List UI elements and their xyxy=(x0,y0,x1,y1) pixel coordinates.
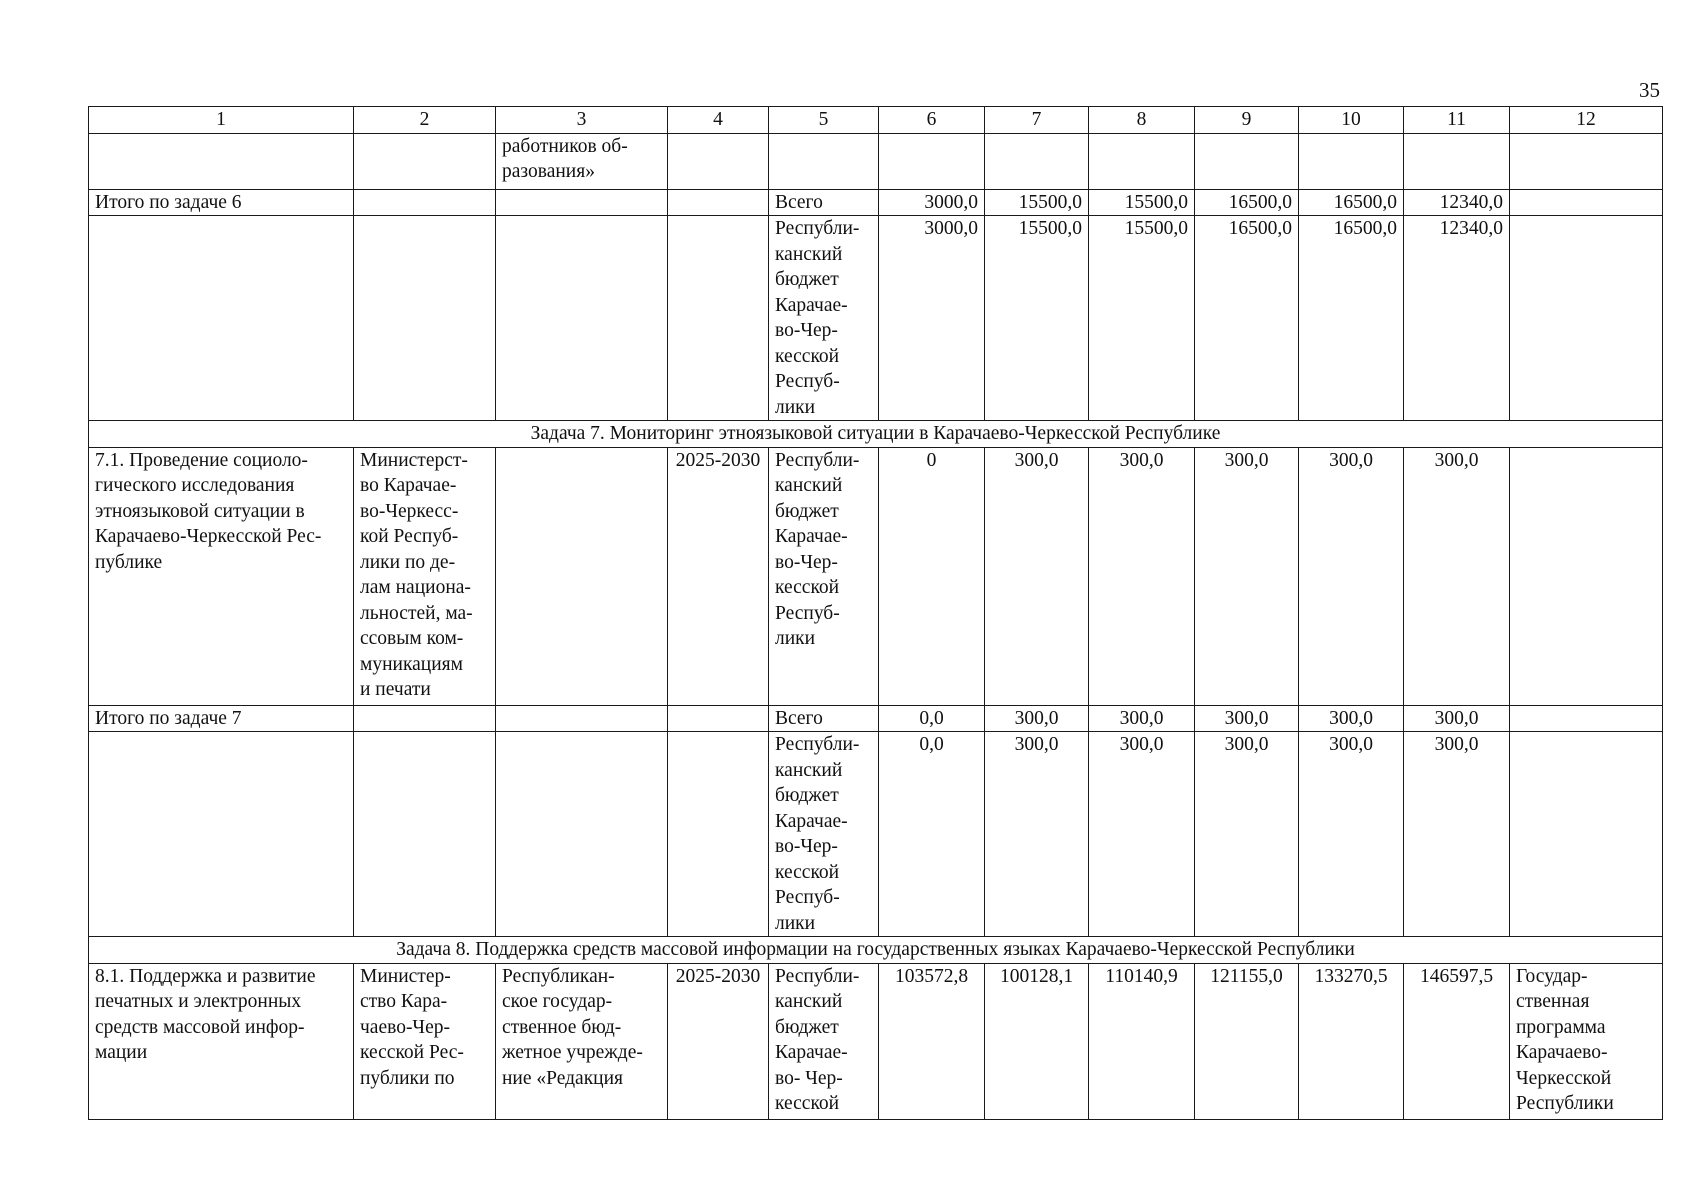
task-section-row xyxy=(89,421,1663,448)
period-cell: 2025-2030 xyxy=(668,447,769,705)
amount-cell: 3000,0 xyxy=(879,189,985,216)
table-row xyxy=(89,133,1663,189)
program-activities-table xyxy=(88,106,1663,1120)
amount-cell: 121155,0 xyxy=(1195,963,1299,1119)
funding-type: Всего xyxy=(769,705,879,732)
table-cell xyxy=(354,189,496,216)
amount-cell: 300,0 xyxy=(1404,705,1510,732)
column-number-row xyxy=(89,107,1663,134)
amount-cell: 103572,8 xyxy=(879,963,985,1119)
total-label: Итого по задаче 6 xyxy=(89,189,354,216)
activity-row xyxy=(89,963,1663,1119)
amount-cell: 300,0 xyxy=(985,447,1089,705)
amount-cell: 110140,9 xyxy=(1089,963,1195,1119)
amount-cell: 300,0 xyxy=(1404,447,1510,705)
table-cell xyxy=(1510,447,1663,705)
amount-cell: 300,0 xyxy=(1299,447,1404,705)
period-cell: 2025-2030 xyxy=(668,963,769,1119)
amount-cell: 300,0 xyxy=(1089,705,1195,732)
program-cell: Государ- ственная программа Карачаево- Черкесской Республики xyxy=(1510,963,1663,1119)
funding-source: Республи- канский бюджет Карачае- во-Чер- кесской Респуб- лики xyxy=(769,216,879,421)
table-cell xyxy=(668,732,769,937)
funding-source: Республи- канский бюджет Карачае- во-Чер- кесской Респуб- лики xyxy=(769,447,879,705)
amount-cell: 146597,5 xyxy=(1404,963,1510,1119)
table-cell xyxy=(1404,133,1510,189)
amount-cell: 16500,0 xyxy=(1195,189,1299,216)
table-cell xyxy=(1510,216,1663,421)
amount-cell: 300,0 xyxy=(1089,732,1195,937)
column-number: 11 xyxy=(1404,107,1510,134)
amount-cell: 300,0 xyxy=(1299,732,1404,937)
executor-cell: Министер- ство Кара- чаево-Чер- кесской Рес- публики по xyxy=(354,963,496,1119)
page-number: 35 xyxy=(1639,78,1660,102)
table-cell xyxy=(1510,133,1663,189)
table-cell xyxy=(89,216,354,421)
budget-row xyxy=(89,732,1663,937)
column-number: 6 xyxy=(879,107,985,134)
table-cell xyxy=(1195,133,1299,189)
amount-cell: 100128,1 xyxy=(985,963,1089,1119)
funding-type: Всего xyxy=(769,189,879,216)
table-cell xyxy=(985,133,1089,189)
total-row xyxy=(89,189,1663,216)
column-number: 1 xyxy=(89,107,354,134)
column-number: 9 xyxy=(1195,107,1299,134)
participant-cell: Республикан- ское государ- ственное бюд- жетное учрежде- ние «Редакция xyxy=(496,963,668,1119)
table-cell xyxy=(354,732,496,937)
column-number: 12 xyxy=(1510,107,1663,134)
amount-cell: 12340,0 xyxy=(1404,216,1510,421)
column-number: 3 xyxy=(496,107,668,134)
table-cell xyxy=(769,133,879,189)
amount-cell: 300,0 xyxy=(985,732,1089,937)
funding-source: Республи- канский бюджет Карачае- во- Чер- кесской xyxy=(769,963,879,1119)
budget-row xyxy=(89,216,1663,421)
activity-name: 7.1. Проведение социоло- гического исследования этноязыковой ситуации в Карачаево-Черкесской Рес- публике xyxy=(89,447,354,705)
task-section-row xyxy=(89,937,1663,964)
task-8-title: Задача 8. Поддержка средств массовой информации на государственных языках Карачаево-Черкесской Республики xyxy=(89,937,1663,964)
table-cell xyxy=(668,705,769,732)
activity-row xyxy=(89,447,1663,705)
amount-cell: 3000,0 xyxy=(879,216,985,421)
total-label: Итого по задаче 7 xyxy=(89,705,354,732)
table-cell xyxy=(496,189,668,216)
amount-cell: 0 xyxy=(879,447,985,705)
column-number: 7 xyxy=(985,107,1089,134)
amount-cell: 133270,5 xyxy=(1299,963,1404,1119)
table-cell xyxy=(1510,189,1663,216)
amount-cell: 15500,0 xyxy=(985,216,1089,421)
participant-cell: работников об- разования» xyxy=(496,133,668,189)
column-number: 8 xyxy=(1089,107,1195,134)
amount-cell: 16500,0 xyxy=(1195,216,1299,421)
table-cell xyxy=(1510,732,1663,937)
table-cell xyxy=(668,216,769,421)
amount-cell: 15500,0 xyxy=(985,189,1089,216)
amount-cell: 300,0 xyxy=(985,705,1089,732)
table-cell xyxy=(496,216,668,421)
total-row xyxy=(89,705,1663,732)
amount-cell: 300,0 xyxy=(1404,732,1510,937)
executor-cell: Министерст- во Карачае- во-Черкесс- кой Респуб- лики по де- лам национа- льностей, ма- ссовым ком- муникациям и печати xyxy=(354,447,496,705)
table-cell xyxy=(354,216,496,421)
amount-cell: 16500,0 xyxy=(1299,189,1404,216)
table-cell xyxy=(879,133,985,189)
amount-cell: 300,0 xyxy=(1089,447,1195,705)
amount-cell: 15500,0 xyxy=(1089,189,1195,216)
amount-cell: 15500,0 xyxy=(1089,216,1195,421)
table-cell xyxy=(668,189,769,216)
table-cell xyxy=(496,705,668,732)
table-cell xyxy=(354,133,496,189)
table-cell xyxy=(1510,705,1663,732)
column-number: 10 xyxy=(1299,107,1404,134)
table-cell xyxy=(496,447,668,705)
amount-cell: 300,0 xyxy=(1195,447,1299,705)
amount-cell: 300,0 xyxy=(1195,705,1299,732)
amount-cell: 0,0 xyxy=(879,732,985,937)
funding-source: Республи- канский бюджет Карачае- во-Чер- кесской Респуб- лики xyxy=(769,732,879,937)
amount-cell: 16500,0 xyxy=(1299,216,1404,421)
amount-cell: 300,0 xyxy=(1195,732,1299,937)
table-cell xyxy=(1299,133,1404,189)
activity-name: 8.1. Поддержка и развитие печатных и электронных средств массовой инфор- мации xyxy=(89,963,354,1119)
table-cell xyxy=(668,133,769,189)
column-number: 2 xyxy=(354,107,496,134)
table-cell xyxy=(496,732,668,937)
table-cell xyxy=(89,732,354,937)
column-number: 5 xyxy=(769,107,879,134)
column-number: 4 xyxy=(668,107,769,134)
amount-cell: 0,0 xyxy=(879,705,985,732)
amount-cell: 12340,0 xyxy=(1404,189,1510,216)
table-cell xyxy=(1089,133,1195,189)
table-cell xyxy=(354,705,496,732)
task-7-title: Задача 7. Мониторинг этноязыковой ситуации в Карачаево-Черкесской Республике xyxy=(89,421,1663,448)
amount-cell: 300,0 xyxy=(1299,705,1404,732)
table-cell xyxy=(89,133,354,189)
